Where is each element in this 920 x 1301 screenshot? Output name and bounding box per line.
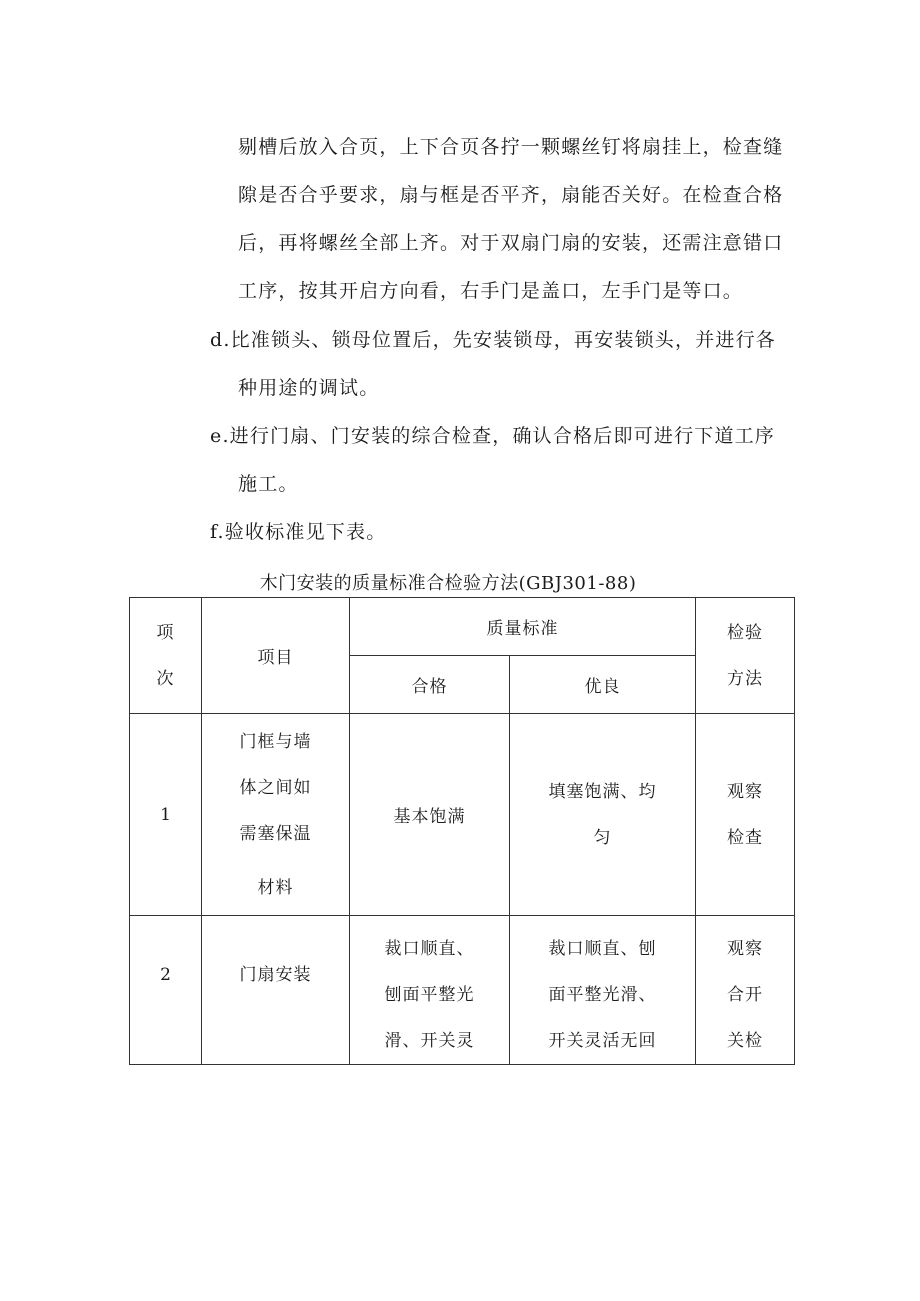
header-standard-cell: [350, 598, 696, 656]
paragraph-line-2: 隙是否合乎要求，扇与框是否平齐，扇能否关好。在检查合格: [238, 184, 784, 206]
item-e-line-2: 施工。: [238, 473, 299, 495]
paragraph-line-1: 剔槽后放入合页，上下合页各拧一颗螺丝钉将扇挂上，检查缝: [238, 136, 784, 158]
row-1-index: 1: [130, 714, 202, 916]
header-item-label: 项目: [257, 648, 294, 668]
table-row: [130, 714, 795, 916]
row-2-pass: [350, 916, 510, 1065]
table-row: [130, 916, 795, 1065]
row-2-excellent-line: 面平整光滑、: [548, 985, 657, 1005]
row-1-pass: [350, 714, 510, 916]
header-excellent-cell: [510, 656, 696, 714]
row-2-item: [202, 916, 350, 1065]
header-standard-label: 质量标准: [486, 619, 559, 639]
header-pass-cell: [350, 656, 510, 714]
row-1-item-line: 材料: [257, 877, 294, 898]
header-method-line-1: 检验: [727, 622, 763, 643]
row-1-excellent-line: 填塞饱满、均: [548, 781, 657, 802]
row-1-method: [696, 714, 795, 916]
item-f-line-1: f.验收标准见下表。: [210, 521, 387, 543]
row-2-method: [696, 916, 795, 1065]
row-2-pass-line: 滑、开关灵: [384, 1031, 475, 1051]
header-method-line-2: 方法: [727, 668, 763, 689]
item-d-line-1: d.比准锁头、锁母位置后，先安装锁母，再安装锁头，并进行各: [210, 329, 777, 351]
header-item-cell: [202, 598, 350, 714]
row-1-item-line: 门框与墙: [239, 731, 312, 752]
header-excellent-label: 优良: [584, 677, 621, 697]
table-caption: [0, 569, 920, 595]
row-1-method-line: 观察: [727, 781, 763, 802]
row-2-method-line: 合开: [727, 985, 763, 1005]
row-2-excellent-line: 开关灵活无回: [548, 1031, 657, 1051]
row-2-index: [130, 916, 202, 1065]
row-1-item-line: 体之间如: [239, 777, 312, 798]
header-index-line-2: 次: [156, 668, 175, 689]
paragraph-line-3: 后，再将螺丝全部上齐。对于双扇门扇的安装，还需注意错口: [238, 232, 784, 254]
row-1-excellent-line: 匀: [593, 827, 612, 848]
header-method-cell: [696, 598, 795, 714]
item-e-line-1: e.进行门扇、门安装的综合检查，确认合格后即可进行下道工序: [210, 425, 776, 447]
table-header-row-1: [130, 598, 795, 656]
row-1-excellent: [510, 714, 696, 916]
row-2-pass-line: 刨面平整光: [384, 985, 475, 1005]
header-pass-label: 合格: [411, 677, 448, 697]
quality-standard-table: [129, 597, 795, 1065]
row-2-pass-line: 裁口顺直、: [384, 939, 475, 959]
row-1-method-line: 检查: [727, 827, 763, 848]
row-1-item-line: 需塞保温: [239, 823, 312, 844]
row-2-index-text: 2: [160, 965, 171, 985]
row-2-excellent: [510, 916, 696, 1065]
row-2-excellent-line: 裁口顺直、刨: [548, 939, 657, 959]
table-caption-text: 木门安装的质量标准合检验方法(GBJ301-88): [259, 573, 637, 594]
row-1-item: [202, 714, 350, 916]
item-d-line-2: 种用途的调试。: [238, 377, 380, 399]
row-2-item-text: 门扇安装: [239, 965, 312, 985]
header-index-line-1: 项: [156, 622, 175, 643]
row-2-method-line: 关检: [727, 1031, 763, 1051]
row-2-method-line: 观察: [727, 939, 763, 959]
header-index-cell: [130, 598, 202, 714]
paragraph-line-4: 工序，按其开启方向看，右手门是盖口，左手门是等口。: [238, 280, 744, 302]
row-1-pass-text: 基本饱满: [393, 807, 466, 827]
